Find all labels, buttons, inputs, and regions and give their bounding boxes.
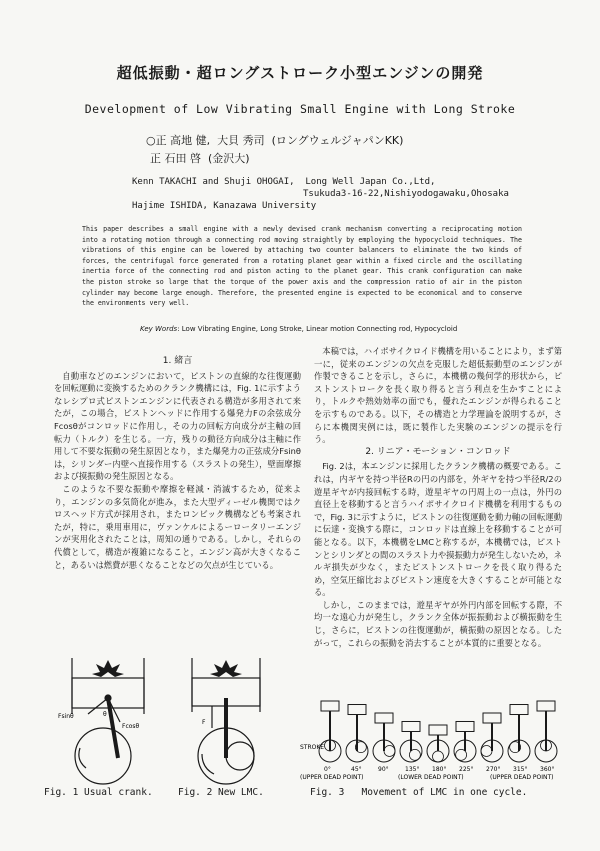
fig3-angle-label: 135° [405,766,420,773]
fig3-piston [537,701,555,711]
authors-en-line2: Tsukuda3-16-22,Nishiyodogawaku,Ohosaka [303,189,509,199]
authors-ja-line1: ○正 高地 健, 大貝 秀司 (ロングウェルジャパンKK) [146,134,404,147]
figure-2-caption: Fig. 2 New LMC. [178,787,264,798]
fig1-label-theta: θ [103,711,107,718]
fig3-piston [321,701,339,711]
fig3-upper-right-label: (UPPER DEAD POINT) [490,774,554,781]
fig2-explosion-icon [210,660,242,677]
left-para-2: このような不要な振動や摩擦を軽減・消滅するため，従来より，エンジンの多気筒化が進み，また大型ディーゼル機関ではクロスヘッド方式が採用され，またロンビック機構なども考案されたが，特に，乗用車用に，ヴァンケルによるーロータリーエンジンが実用化されたことは，周知の通りである。しかし，それらの代償として，構造が複雑になること，エンジン高が大きくなること，あるいは燃費が悪くなることなどの欠点が生じている。 [54,483,301,570]
figure-3-caption: Fig. 3 Movement of LMC in one cycle. [310,787,528,798]
fig3-piston [429,725,447,735]
abstract: This paper describes a small engine with a newly devised crank mechanism converting a reciprocating motion into a rotating motion through a connecting rod moving straightly by employing the hypocycloid techniques. The vibrations of this engine can be lowered by attaching two counter balancers to eliminate the two kinds of forces, the centrifugal force generated from a rotating planet gear within a fixed circle and the oscillating inertia force of the connecting rod and piston acting to the planet gear. This crank configuration can make the piston stroke so large that the torque of the power axis and the compression ratio of air in the piston cylinder may become large enough. Therefore, the presented engine is expected to be economical and to conserve the environments very well. [82,225,522,308]
fig3-angle-label: 270° [486,766,501,773]
right-column [314,345,562,649]
fig3-piston [483,713,501,723]
fig3-planet-gear [433,751,444,762]
authors-ja-line2: 正 石田 啓 (金沢大) [150,152,250,165]
fig3-planet-gear [456,749,467,760]
fig3-angle-label: 180° [432,766,447,773]
fig3-piston [510,705,528,715]
figure-2-new-lmc [182,658,292,786]
section-2-heading: 2. リニア・モーション・コンロッド [365,446,511,457]
figure-1-caption: Fig. 1 Usual crank. [44,787,153,798]
fig3-angle-label: 315° [513,766,528,773]
section-1-heading: 1. 緒言 [162,356,193,366]
left-para-1: 自動車などのエンジンにおいて，ピストンの直線的な往復運動を回転運動に変換するためのクランク機構には，Fig. 1に示すようなレシプロ式ピストンエンジンに代表される構造が多用されて来たが，この場合，ピストンヘッドに作用する爆発力Fの余弦成分Fcosθがコンロッドに作用し，その力の回転方向成分が主軸の回転力（トルク）を生じる。一方，残りの動径方向成分は主軸に作用して不要な振動の発生原因となり，また爆発力の正弦成分Fsinθは，シリンダー内壁へ直接作用する（スラストの発生），壁面摩擦および摸振動の発生原因となる。 [54,370,301,482]
figure-3-lmc-cycle [300,693,562,785]
fig1-rotation-arrow [79,748,86,768]
left-column [54,355,301,571]
fig3-upper-left-label: (UPPER DEAD POINT) [300,774,364,781]
fig3-angle-label: 360° [540,766,555,773]
fig3-stroke-label: STROKE [300,744,325,751]
fig3-piston [402,721,420,731]
fig3-lower-label: (LOWER DEAD POINT) [398,774,464,781]
fig3-angle-label: 0° [324,766,331,773]
fig1-crank-circle [75,728,131,784]
fig3-angle-label: 225° [459,766,474,773]
fig2-label-f: F [202,719,206,726]
fig3-piston [348,705,366,715]
fig3-planet-gear [481,746,492,757]
authors-en-line3: Hajime ISHIDA, Kanazawa University [132,201,317,211]
title-japanese: 超低振動・超ロングストローク小型エンジンの開発 [116,64,484,82]
fig3-angle-label: 90° [378,766,389,773]
fig1-explosion-icon [92,660,124,677]
fig1-label-fsin: Fsinθ [58,713,74,720]
fig1-label-fcos: Fcosθ [122,723,140,730]
fig3-planet-gear [409,749,420,760]
fig3-piston [456,721,474,731]
keywords-text: : Low Vibrating Engine, Long Stroke, Linear motion Connecting rod, Hypocycloid [177,325,458,333]
fig2-rotation-arrow [202,754,214,774]
keywords [140,325,457,333]
figure-1-usual-crank [58,658,168,786]
right-para-2: しかし，このままでは，遊星ギヤが外円内部を回転する際，不均一な遠心力が発生し，クランク全体が振振動および横振動を生じ，さらに，ピストンの往復運動が，横振動の原因となる。したがって，これらの振動を消去することが本質的に重要となる。 [314,599,562,648]
fig2-planet-gear [226,742,254,770]
fig3-piston [375,713,393,723]
right-para-1: Fig. 2は，本エンジンに採用したクランク機構の概要である。これは，内ギヤを持つ半径Rの円の内部を，外ギヤを持つ半径R/2の遊星ギヤが内接回転する時，遊星ギヤの円周上の一点は，外円の直径上を移動すると言うハイポサイクロイド機構を利用するもので，Fig. 3に示すように，ピストンの往復運動を動力軸の回転運動に伝達・変換する際に，コンロッドは直線上を移動することが可能となる。以下，本機構をLMCと称するが，本機構では，ピストンとシリンダとの間のスラスト力や摸振動力が発生しないため，ネルギ損失が少なく，またピストンストロークを長く取り得るため，空気圧縮比およびピストン速度を大きくすることが可能となる。 [314,461,562,598]
fig3-angle-label: 45° [351,766,362,773]
fig3-planet-gear [384,746,395,757]
authors-en-line1: Kenn TAKACHI and Shuji OHOGAI, Long Well Japan Co.,Ltd, [132,177,436,187]
right-intro: 本稿では，ハイポサイクロイド機構を用いることにより，まず第一に，従来のエンジンの欠点を克服した超低振動型のエンジンが作製できることを示し，さらに，本機構の幾何学的形状から，ピストンストロークを長く取り得ると言う利点を生かすことにより，トルクや熱効効率の面でも，優れたエンジンが得られることを示すものである。以下，その構造と力学理論を説明するが，さらに本機関実例には，既に製作した実験のエンジンの提示を行う。 [314,346,562,445]
title-english: Development of Low Vibrating Small Engine with Long Stroke [84,102,516,116]
keywords-label: Key Words [140,325,178,333]
